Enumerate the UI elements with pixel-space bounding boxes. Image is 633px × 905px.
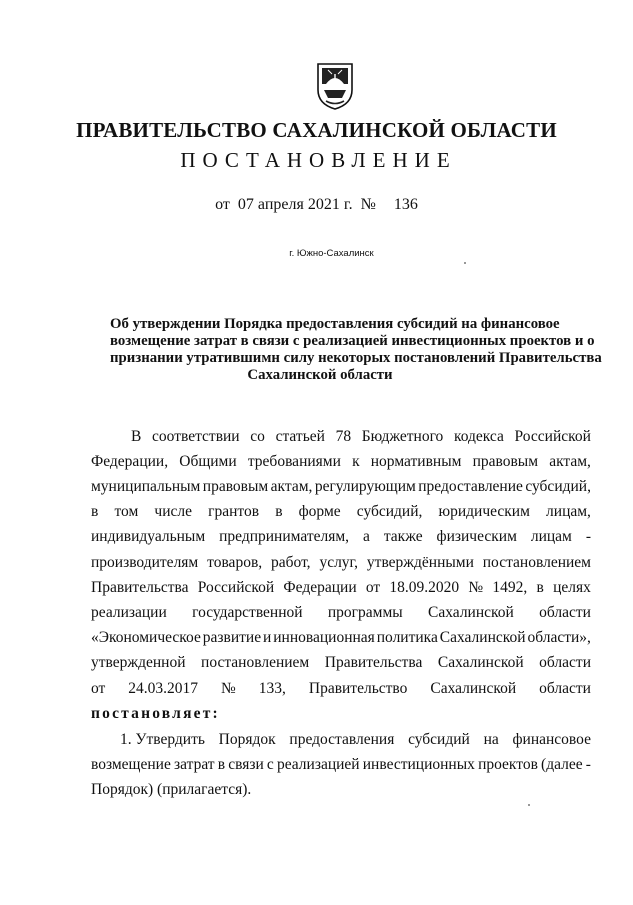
body-word: индивидуальным	[91, 528, 206, 545]
body-word: в	[275, 503, 283, 520]
scan-speck	[528, 804, 530, 806]
body-word: затрат	[174, 756, 215, 773]
body-word: регулирующим	[314, 478, 416, 495]
body-word: 18.09.2020	[389, 579, 460, 596]
body-word: возмещение	[91, 756, 171, 773]
body-word: «Экономическое	[91, 629, 201, 646]
body-line: Порядок) (прилагается).	[91, 781, 252, 798]
body-word: Правительства	[91, 579, 189, 596]
body-line	[91, 629, 591, 647]
body-word: постановлением	[482, 554, 591, 571]
body-word: с	[266, 756, 274, 773]
body-word: соответствии	[152, 428, 240, 445]
document-type: ПОСТАНОВЛЕНИЕ	[180, 148, 457, 172]
body-word: услуг,	[319, 554, 359, 571]
date-prefix: от	[215, 196, 230, 213]
body-word: в	[91, 503, 99, 520]
body-word: а	[362, 528, 370, 545]
body-word: реализацией	[276, 756, 360, 773]
body-word: -	[585, 528, 591, 545]
body-word: связи	[228, 756, 264, 773]
title-line: Об утверждении Порядка предоставления субсидий на финансовое	[110, 316, 560, 332]
body-line	[91, 503, 591, 521]
body-line	[91, 680, 591, 698]
body-line	[131, 428, 591, 446]
body-word: лицам,	[546, 503, 591, 520]
body-word: числе	[154, 503, 193, 520]
body-word: в	[217, 756, 226, 773]
body-word: юридическим	[438, 503, 530, 520]
body-word: актам,	[270, 478, 313, 495]
number-sign: №	[360, 196, 376, 213]
body-word: нормативным	[370, 453, 462, 470]
body-word: Федерации,	[91, 453, 169, 470]
body-word: предоставления	[289, 731, 395, 748]
body-word: инвестиционных	[362, 756, 475, 773]
body-word: физическим	[436, 528, 517, 545]
body-word: и	[263, 629, 272, 646]
body-word: Правительство	[308, 680, 408, 697]
body-word: в	[536, 579, 544, 596]
body-word: правовым	[472, 453, 539, 470]
body-word: программы	[327, 604, 403, 621]
body-word: (далее	[541, 756, 583, 773]
body-word: 1492,	[492, 579, 528, 596]
scan-speck	[464, 262, 466, 264]
body-word: субсидий	[408, 731, 470, 748]
body-word: статьей	[275, 428, 325, 445]
coat-of-arms-emblem	[316, 60, 354, 110]
body-line	[91, 478, 591, 496]
body-word: Сахалинской	[439, 629, 526, 646]
document-date-line	[0, 196, 633, 214]
body-word: предпринимателям,	[219, 528, 350, 545]
body-word: финансовое	[512, 731, 591, 748]
body-line	[91, 654, 591, 672]
body-word: к	[352, 453, 360, 470]
body-line	[91, 756, 591, 774]
body-word: Общими	[179, 453, 237, 470]
body-line	[91, 554, 591, 572]
body-word: инновационная	[273, 629, 375, 646]
body-word: правовым	[202, 478, 269, 495]
body-word: также	[383, 528, 423, 545]
document-title	[110, 316, 602, 384]
title-line: Сахалинской области	[247, 367, 393, 383]
body-word: работ,	[271, 554, 311, 571]
body-word: реализации	[91, 604, 167, 621]
body-word: на	[483, 731, 499, 748]
body-word: Российской	[514, 428, 591, 445]
body-line	[91, 528, 591, 546]
body-word: политика	[376, 629, 438, 646]
body-word: области»,	[527, 629, 591, 646]
body-word: 133,	[258, 680, 286, 697]
body-word: кодекса	[453, 428, 504, 445]
body-word: со	[250, 428, 265, 445]
body-word: Правительства	[324, 654, 423, 671]
body-word: области	[539, 654, 591, 671]
body-word: субсидий,	[356, 503, 423, 520]
body-word: утверждёнными	[366, 554, 474, 571]
body-word: целях	[553, 579, 591, 596]
body-word: области	[539, 604, 591, 621]
city-name: г. Южно-Сахалинск	[289, 248, 374, 259]
body-word: постановлением	[201, 654, 310, 671]
resolution-word: постановляет:	[91, 705, 220, 722]
body-line	[91, 453, 591, 471]
document-number: 136	[393, 196, 418, 213]
body-word: Российской	[197, 579, 275, 596]
body-word: Сахалинской	[428, 604, 514, 621]
body-word: 24.03.2017	[128, 680, 199, 697]
body-word: Сахалинской	[430, 680, 517, 697]
body-word: 78	[335, 428, 352, 445]
body-word: Сахалинской	[437, 654, 524, 671]
body-word: требованиями	[247, 453, 341, 470]
body-word: лицам	[530, 528, 572, 545]
body-word: субсидий,	[525, 478, 591, 495]
body-word: форме	[298, 503, 341, 520]
title-line: признании утратившимн силу некоторых постановлений Правительства	[110, 350, 602, 366]
body-line	[120, 731, 591, 749]
body-line	[91, 604, 591, 622]
body-word: развитие	[202, 629, 262, 646]
body-word: Федерации	[283, 579, 357, 596]
body-word: муниципальным	[91, 478, 201, 495]
body-word: актам,	[549, 453, 591, 470]
document-date: 07 апреля 2021 г.	[237, 196, 353, 213]
body-word: области	[539, 680, 591, 697]
body-word: -	[585, 756, 591, 773]
body-word: Порядок	[218, 731, 276, 748]
body-word: товаров,	[207, 554, 263, 571]
body-word: проектов	[478, 756, 538, 773]
body-word: утвержденной	[91, 654, 186, 671]
body-word: В	[131, 428, 142, 445]
body-line	[91, 579, 591, 597]
body-word: государственной	[192, 604, 303, 621]
body-word: Бюджетного	[361, 428, 444, 445]
body-word: от	[365, 579, 381, 596]
organization-name: ПРАВИТЕЛЬСТВО САХАЛИНСКОЙ ОБЛАСТИ	[76, 118, 557, 142]
body-word: производителям	[91, 554, 199, 571]
body-word: 1. Утвердить	[120, 731, 205, 748]
body-word: №	[468, 579, 484, 596]
body-word: предоставление	[418, 478, 523, 495]
body-word: грантов	[208, 503, 260, 520]
body-word: №	[221, 680, 236, 697]
body-word: от	[91, 680, 106, 697]
title-line: возмещение затрат в связи с реализацией инвестиционных проектов и о	[110, 333, 595, 349]
body-word: том	[114, 503, 139, 520]
